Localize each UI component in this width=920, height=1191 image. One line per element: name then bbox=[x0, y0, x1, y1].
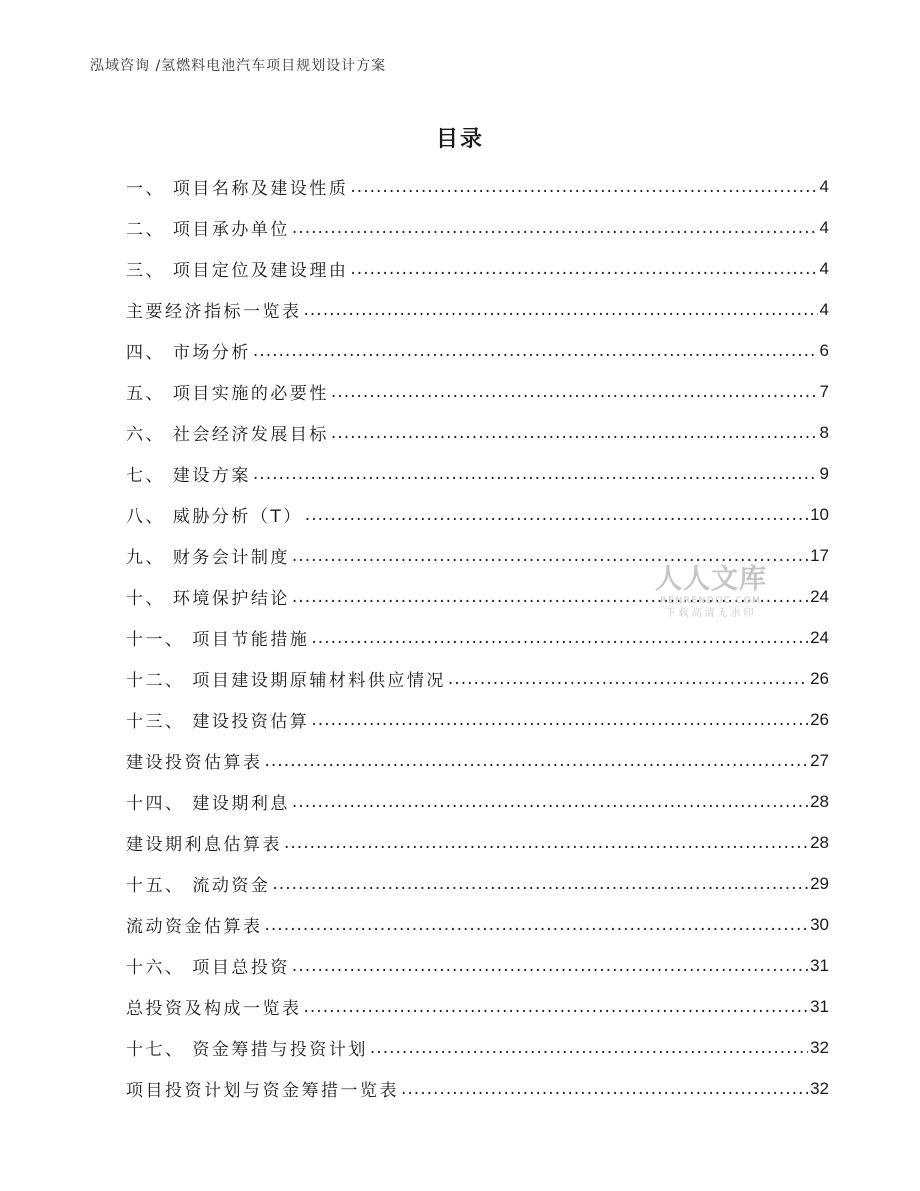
table-of-contents bbox=[126, 166, 829, 1109]
watermark-logo: 人人文库 bbox=[655, 564, 767, 595]
toc-entry[interactable] bbox=[126, 248, 829, 289]
toc-entry[interactable] bbox=[126, 863, 829, 904]
toc-entry-label: 六、 社会经济发展目标 bbox=[126, 425, 329, 445]
toc-entry[interactable] bbox=[126, 658, 829, 699]
toc-entry-label: 项目投资计划与资金筹措一览表 bbox=[126, 1081, 399, 1101]
toc-entry-page: 28 bbox=[810, 791, 829, 811]
toc-entry-label: 九、 财务会计制度 bbox=[126, 548, 290, 568]
toc-entry-label: 二、 项目承办单位 bbox=[126, 220, 290, 240]
toc-entry-page: 6 bbox=[819, 340, 829, 360]
watermark bbox=[646, 565, 776, 621]
toc-entry[interactable] bbox=[126, 617, 829, 658]
toc-entry-label: 总投资及构成一览表 bbox=[126, 999, 302, 1019]
toc-entry-page: 26 bbox=[810, 709, 829, 729]
toc-dot-leader bbox=[305, 505, 808, 525]
toc-dot-leader bbox=[265, 751, 809, 771]
toc-dot-leader bbox=[292, 218, 818, 238]
toc-dot-leader bbox=[265, 915, 809, 935]
toc-dot-leader bbox=[253, 464, 818, 484]
toc-dot-leader bbox=[311, 710, 808, 730]
toc-dot-leader bbox=[401, 1079, 808, 1099]
toc-entry-label: 一、 项目名称及建设性质 bbox=[126, 179, 349, 199]
toc-entry[interactable] bbox=[126, 289, 829, 330]
toc-entry-page: 9 bbox=[819, 463, 829, 483]
toc-entry-page: 4 bbox=[819, 258, 829, 278]
toc-entry-label: 十四、 建设期利息 bbox=[126, 794, 290, 814]
toc-entry-page: 26 bbox=[810, 668, 829, 688]
toc-entry-label: 十七、 资金筹措与投资计划 bbox=[126, 1040, 368, 1060]
toc-entry[interactable] bbox=[126, 330, 829, 371]
toc-entry-label: 十五、 流动资金 bbox=[126, 876, 271, 896]
document-header: 泓域咨询 /氢燃料电池汽车项目规划设计方案 bbox=[90, 58, 387, 74]
toc-entry-page: 31 bbox=[810, 955, 829, 975]
toc-entry-page: 32 bbox=[810, 1078, 829, 1098]
toc-dot-leader bbox=[292, 956, 808, 976]
toc-entry[interactable] bbox=[126, 207, 829, 248]
toc-entry-label: 十六、 项目总投资 bbox=[126, 958, 290, 978]
toc-entry[interactable] bbox=[126, 781, 829, 822]
toc-entry-page: 4 bbox=[819, 176, 829, 196]
toc-entry-label: 八、 威胁分析（T） bbox=[126, 507, 303, 527]
toc-entry-page: 27 bbox=[810, 750, 829, 770]
toc-dot-leader bbox=[331, 423, 818, 443]
toc-dot-leader bbox=[272, 874, 808, 894]
toc-entry[interactable] bbox=[126, 453, 829, 494]
toc-entry-page: 30 bbox=[810, 914, 829, 934]
toc-entry-label: 七、 建设方案 bbox=[126, 466, 251, 486]
toc-dot-leader bbox=[253, 341, 818, 361]
toc-entry[interactable] bbox=[126, 494, 829, 535]
toc-dot-leader bbox=[292, 546, 808, 566]
toc-dot-leader bbox=[350, 177, 817, 197]
toc-entry[interactable] bbox=[126, 986, 829, 1027]
toc-entry-label: 流动资金估算表 bbox=[126, 917, 263, 937]
toc-entry-page: 29 bbox=[810, 873, 829, 893]
toc-entry-page: 4 bbox=[819, 217, 829, 237]
toc-dot-leader bbox=[370, 1038, 808, 1058]
toc-entry-page: 10 bbox=[810, 504, 829, 524]
toc-dot-leader bbox=[304, 300, 818, 320]
toc-entry-page: 24 bbox=[810, 586, 829, 606]
watermark-slogan: 下载高清无水印 bbox=[665, 608, 757, 619]
toc-entry-label: 建设期利息估算表 bbox=[126, 835, 282, 855]
watermark-url: RENRENDOC.COM bbox=[660, 596, 762, 606]
toc-entry[interactable] bbox=[126, 371, 829, 412]
toc-entry-label: 四、 市场分析 bbox=[126, 343, 251, 363]
toc-entry-label: 十、 环境保护结论 bbox=[126, 589, 290, 609]
toc-dot-leader bbox=[350, 259, 817, 279]
toc-dot-leader bbox=[448, 669, 808, 689]
toc-entry[interactable] bbox=[126, 822, 829, 863]
toc-entry[interactable] bbox=[126, 1027, 829, 1068]
toc-entry-label: 三、 项目定位及建设理由 bbox=[126, 261, 349, 281]
toc-entry-page: 28 bbox=[810, 832, 829, 852]
toc-entry-page: 4 bbox=[819, 299, 829, 319]
toc-entry-page: 32 bbox=[810, 1037, 829, 1057]
toc-dot-leader bbox=[311, 628, 808, 648]
toc-dot-leader bbox=[331, 382, 818, 402]
toc-entry-page: 17 bbox=[810, 545, 829, 565]
toc-dot-leader bbox=[304, 997, 809, 1017]
toc-entry[interactable] bbox=[126, 412, 829, 453]
toc-title: 目录 bbox=[435, 127, 484, 152]
toc-entry-label: 建设投资估算表 bbox=[126, 753, 263, 773]
toc-entry[interactable] bbox=[126, 740, 829, 781]
toc-entry[interactable] bbox=[126, 699, 829, 740]
toc-entry-page: 31 bbox=[810, 996, 829, 1016]
toc-entry-label: 主要经济指标一览表 bbox=[126, 302, 302, 322]
toc-entry-page: 8 bbox=[819, 422, 829, 442]
toc-entry-label: 十二、 项目建设期原辅材料供应情况 bbox=[126, 671, 446, 691]
toc-entry-label: 十三、 建设投资估算 bbox=[126, 712, 310, 732]
toc-dot-leader bbox=[284, 833, 808, 853]
toc-entry[interactable] bbox=[126, 1068, 829, 1109]
toc-entry[interactable] bbox=[126, 945, 829, 986]
toc-entry-label: 十一、 项目节能措施 bbox=[126, 630, 310, 650]
toc-entry-label: 五、 项目实施的必要性 bbox=[126, 384, 329, 404]
toc-dot-leader bbox=[292, 792, 808, 812]
toc-entry[interactable] bbox=[126, 166, 829, 207]
toc-entry-page: 7 bbox=[819, 381, 829, 401]
toc-entry-page: 24 bbox=[810, 627, 829, 647]
toc-entry[interactable] bbox=[126, 904, 829, 945]
